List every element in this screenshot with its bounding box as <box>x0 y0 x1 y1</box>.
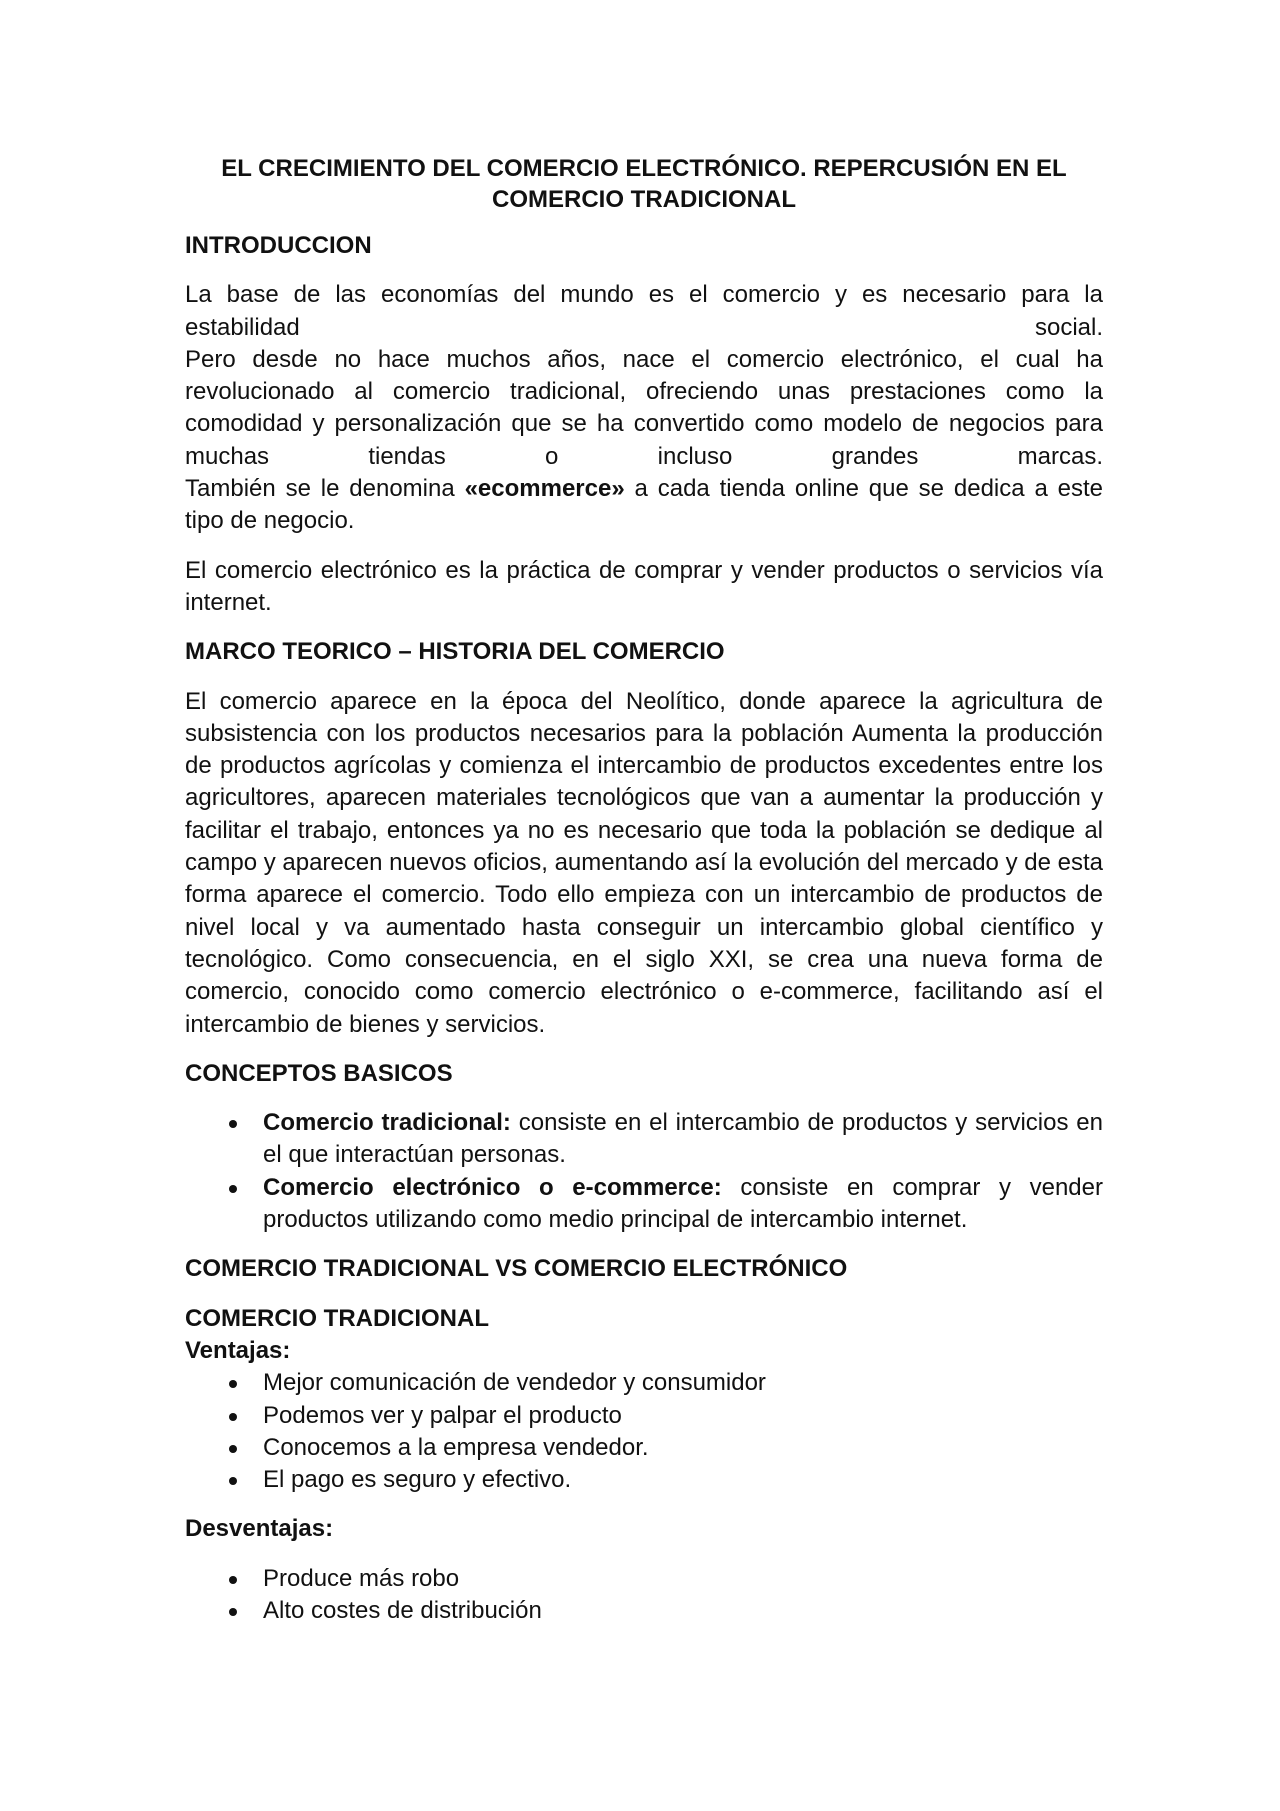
concept-term: Comercio electrónico o e-commerce: <box>263 1173 722 1201</box>
concept-term: Comercio tradicional: <box>263 1109 511 1137</box>
list-item <box>185 1107 1103 1172</box>
list-item: Mejor comunicación de vendedor y consumidor <box>185 1367 1103 1399</box>
intro-line-3-pre: También se le denomina <box>185 475 465 503</box>
ventajas-label: Ventajas: <box>185 1336 291 1364</box>
list-item: Conocemos a la empresa vendedor. <box>185 1432 1103 1464</box>
desventajas-list <box>185 1563 1103 1628</box>
section-heading-introduccion: INTRODUCCION <box>185 232 372 259</box>
intro-line-3 <box>185 473 1103 538</box>
section-heading-conceptos: CONCEPTOS BASICOS <box>185 1059 453 1087</box>
marco-paragraph: El comercio aparece en la época del Neolítico, donde aparece la agricultura de subsistencia con los productos necesarios para la población Aumenta la producción de productos agrícolas y comienza el intercambio de productos excedentes entre los agricultores, aparecen materiales tecnológicos que van a aumentar la producción y facilitar el trabajo, entonces ya no es necesario que toda la población se dedique al campo y aparecen nuevos oficios, aumentando así la evolución del mercado y de esta forma aparece el comercio. Todo ello empieza con un intercambio de productos de nivel local y va aumentado hasta conseguir un intercambio global científico y tecnológico. Como consecuencia, en el siglo XXI, se crea una nueva forma de comercio, conocido como comercio electrónico o e-commerce, facilitando así el intercambio de bienes y servicios. <box>185 687 1103 1038</box>
concept-text: consiste en comprar y vender productos utilizando como medio principal de intercambio internet. <box>263 1173 1103 1234</box>
conceptos-list <box>185 1107 1103 1236</box>
document-title: EL CRECIMIENTO DEL COMERCIO ELECTRÓNICO. REPERCUSIÓN EN EL COMERCIO TRADICIONAL <box>221 155 1067 213</box>
ventajas-list <box>185 1367 1103 1496</box>
list-item: El pago es seguro y efectivo. <box>185 1464 1103 1496</box>
intro-paragraph <box>185 279 1103 537</box>
intro-line-2: Pero desde no hace muchos años, nace el comercio electrónico, el cual ha revolucionado al comercio tradicional, ofreciendo unas prestaciones como la comodidad y personalización que se ha convertido como modelo de negocios para muchas tiendas o incluso grandes marcas. <box>185 345 1103 470</box>
concept-text: consiste en el intercambio de productos y servicios en el que interactúan personas. <box>263 1109 1104 1169</box>
ecommerce-term: «ecommerce» <box>464 475 625 503</box>
desventajas-label: Desventajas: <box>185 1515 334 1543</box>
list-item: Alto costes de distribución <box>185 1595 1103 1627</box>
list-item <box>185 1172 1103 1237</box>
intro-line-1: La base de las economías del mundo es el comercio y es necesario para la estabilidad social. <box>185 281 1103 341</box>
section-heading-comparacion: COMERCIO TRADICIONAL VS COMERCIO ELECTRÓNICO <box>185 1255 848 1283</box>
section-heading-marco: MARCO TEORICO – HISTORIA DEL COMERCIO <box>185 638 725 666</box>
intro-paragraph-2: El comercio electrónico es la práctica de comprar y vender productos o servicios vía internet. <box>185 556 1103 616</box>
subheading-comercio-tradicional: COMERCIO TRADICIONAL <box>185 1304 489 1332</box>
document-page <box>185 153 1103 1644</box>
intro-line-3-post: a cada tienda online que se dedica a este tipo de negocio. <box>185 475 1104 535</box>
list-item: Produce más robo <box>185 1563 1103 1595</box>
list-item: Podemos ver y palpar el producto <box>185 1400 1103 1432</box>
